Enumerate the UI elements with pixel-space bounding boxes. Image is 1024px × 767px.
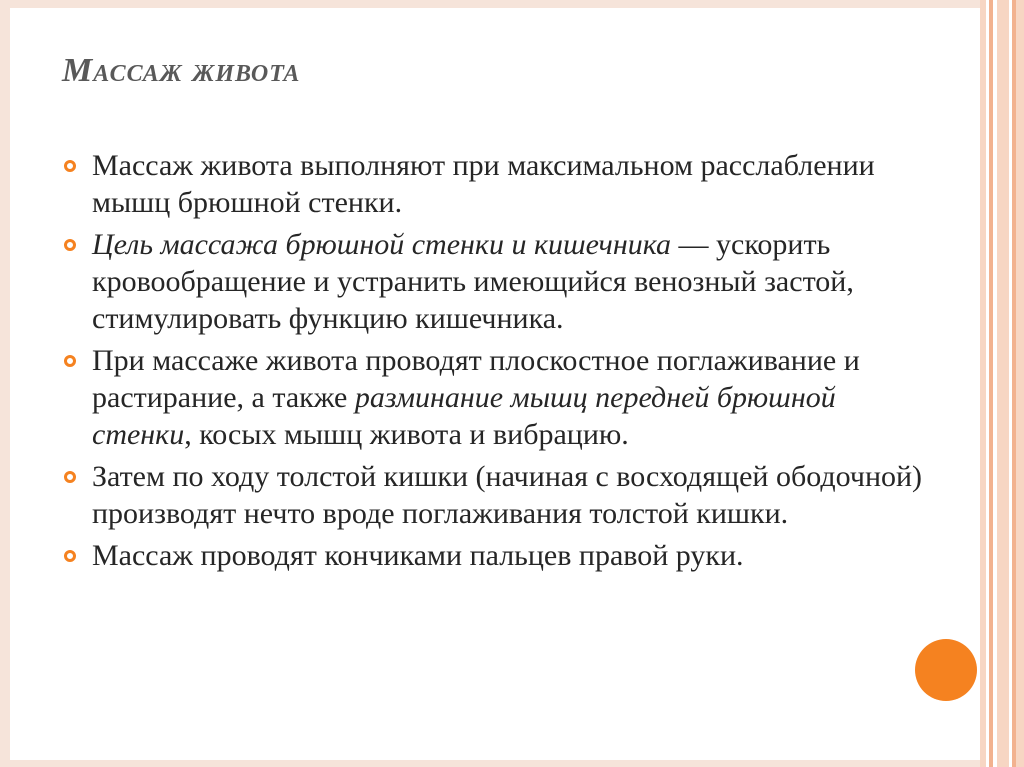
frame-top-border [0, 0, 980, 8]
bullet-text: Затем по ходу толстой кишки (начиная с восходящей ободочной) производят нечто вроде поглаживания толстой кишки. [92, 460, 923, 530]
ring-bullet-icon [64, 355, 76, 367]
bullet-text-italic: Цель массажа брюшной стенки и кишечника [92, 228, 672, 261]
bullet-item [62, 147, 942, 221]
ring-bullet-icon [64, 471, 76, 483]
bullet-text: , косых мышц живота и вибрацию. [184, 418, 629, 451]
ring-bullet-icon [64, 160, 76, 172]
decorative-circle [915, 639, 977, 701]
bullet-text: Массаж проводят кончиками пальцев правой руки. [92, 539, 744, 572]
bullet-item [62, 458, 942, 532]
ring-bullet-icon [64, 239, 76, 251]
bullet-list [62, 147, 942, 579]
bullet-text: При массаже живота проводят плоскостное поглаживание и растирание, а также [92, 344, 860, 414]
frame-left-border [0, 0, 10, 767]
slide-title: Массаж живота [62, 52, 301, 89]
bullet-item [62, 537, 942, 574]
decorative-stripes [980, 0, 1024, 767]
bullet-text-italic: разминание мышц передней брюшной стенки [92, 381, 836, 451]
frame-bottom-border [0, 760, 980, 767]
bullet-text: Массаж живота выполняют при максимальном расслаблении мышц брюшной стенки. [92, 149, 875, 219]
bullet-item [62, 342, 942, 453]
ring-bullet-icon [64, 550, 76, 562]
bullet-item [62, 226, 942, 337]
bullet-text: — ускорить кровообращение и устранить имеющийся венозный застой, стимулировать функцию кишечника. [92, 228, 854, 335]
